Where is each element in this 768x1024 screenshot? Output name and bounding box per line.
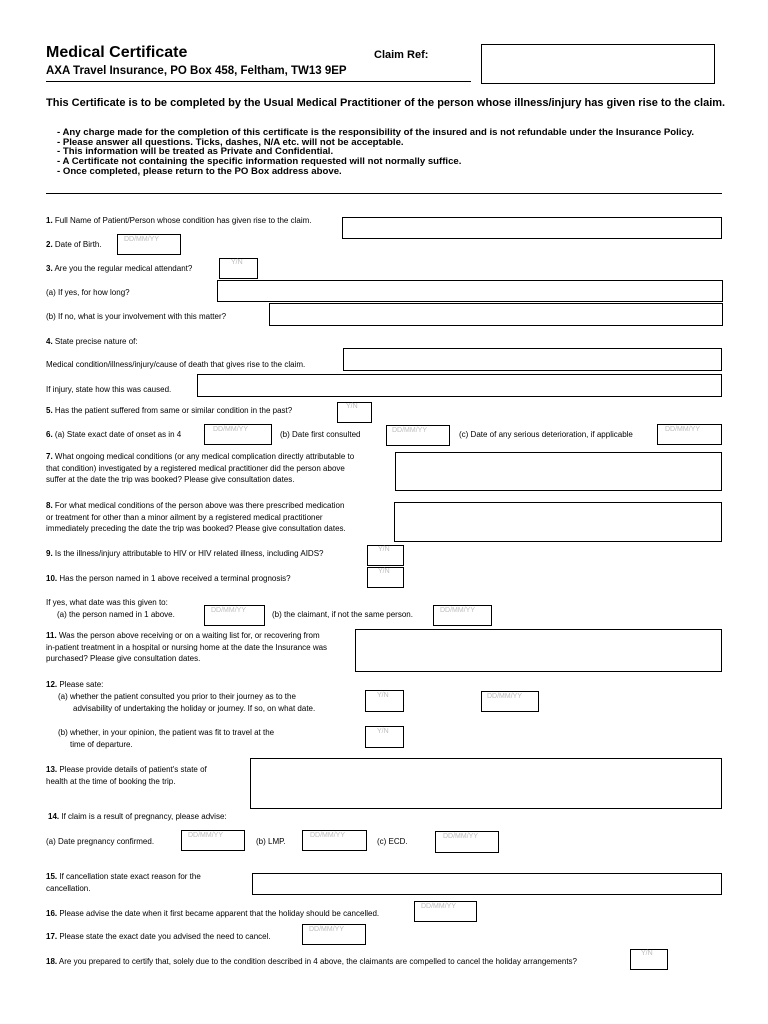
date-placeholder: DD/MM/YY (392, 427, 427, 434)
date-placeholder: DD/MM/YY (487, 693, 522, 700)
date-placeholder: DD/MM/YY (309, 926, 344, 933)
yesno-placeholder: Y/N (378, 546, 390, 553)
question-5: 5. Has the patient suffered from same or similar condition in the past? (46, 406, 293, 415)
yesno-placeholder: Y/N (641, 950, 653, 957)
injury-cause-field[interactable] (197, 374, 722, 397)
question-13: 13. Please provide details of patient's state of health at the time of booking the trip. (46, 765, 207, 786)
attendance-duration-field[interactable] (217, 280, 723, 302)
yesno-placeholder: Y/N (231, 259, 243, 266)
section-divider (46, 193, 722, 194)
insurer-address: AXA Travel Insurance, PO Box 458, Feltham, TW13 9EP (46, 65, 347, 77)
question-12b: (b) whether, in your opinion, the patient was fit to travel at the time of departure. (58, 728, 275, 749)
date-placeholder: DD/MM/YY (440, 607, 475, 614)
question-14c: (c) ECD. (377, 837, 408, 846)
header-divider (46, 81, 471, 82)
question-18: 18. Are you prepared to certify that, solely due to the condition described in 4 above, the claimants are compelled to cancel the holiday arrangements? (46, 957, 577, 966)
question-14b: (b) LMP. (256, 837, 286, 846)
question-10b: (b) the claimant, if not the same person. (272, 610, 413, 619)
question-6c: (c) Date of any serious deterioration, if applicable (459, 430, 633, 439)
question-4: 4. State precise nature of: (46, 337, 138, 346)
question-4-injury: If injury, state how this was caused. (46, 385, 172, 394)
question-12: 12. Please sate: (46, 680, 104, 689)
date-placeholder: DD/MM/YY (421, 903, 456, 910)
question-11: 11. Was the person above receiving or on a waiting list for, or recovering from in-patient treatment in a hospital or nursing home at the date the Insurance was purchased? Please give consultation dates. (46, 631, 328, 663)
question-17: 17. Please state the exact date you advised the need to cancel. (46, 932, 271, 941)
claim-ref-field[interactable] (481, 44, 715, 84)
yesno-placeholder: Y/N (377, 728, 389, 735)
question-12a: (a) whether the patient consulted you prior to their journey as to the advisability of undertaking the holiday or journey. If so, on what date. (58, 692, 316, 713)
question-14a: (a) Date pregnancy confirmed. (46, 837, 155, 846)
question-14: 14. If claim is a result of pregnancy, please advise: (48, 812, 227, 821)
page-title: Medical Certificate (46, 44, 188, 61)
question-6b: (b) Date first consulted (280, 430, 361, 439)
question-1: 1. Full Name of Patient/Person whose condition has given rise to the claim. (46, 216, 312, 225)
question-3a: (a) If yes, for how long? (46, 288, 130, 297)
question-8: 8. For what medical conditions of the person above was there prescribed medication or treatment for other than a minor ailment by a registered medical practitioner immediately preceding the date the trip was booked? Please give consultation dates. (46, 501, 346, 533)
note-item: - A Certificate not containing the specific information requested will not normally suffice. (57, 156, 462, 168)
notes-list (57, 128, 694, 177)
note-item: - Please answer all questions. Ticks, dashes, N/A etc. will not be acceptable. (57, 136, 404, 148)
question-2: 2. Date of Birth. (46, 240, 102, 249)
yesno-placeholder: Y/N (378, 568, 390, 575)
patient-name-field[interactable] (342, 217, 722, 239)
date-placeholder: DD/MM/YY (213, 426, 248, 433)
claim-ref-label: Claim Ref: (374, 49, 429, 61)
date-placeholder: DD/MM/YY (665, 426, 700, 433)
date-placeholder: DD/MM/YY (211, 607, 246, 614)
note-item: - This information will be treated as Private and Confidential. (57, 146, 334, 158)
question-9: 9. Is the illness/injury attributable to HIV or HIV related illness, including AIDS? (46, 549, 324, 558)
question-6a: 6. (a) State exact date of onset as in 4 (46, 430, 182, 439)
intro-text: This Certificate is to be completed by the Usual Medical Practitioner of the person whose illness/injury has given rise to the claim. (46, 97, 726, 109)
question-10-followup: If yes, what date was this given to: (46, 598, 168, 607)
yesno-placeholder: Y/N (377, 692, 389, 699)
cancellation-reason-field[interactable] (252, 873, 722, 895)
question-10a: (a) the person named in 1 above. (57, 610, 175, 619)
question-3b: (b) If no, what is your involvement with this matter? (46, 312, 227, 321)
question-10: 10. Has the person named in 1 above received a terminal prognosis? (46, 574, 291, 583)
involvement-field[interactable] (269, 303, 723, 326)
note-item: - Once completed, please return to the PO Box address above. (57, 165, 342, 177)
question-4-condition: Medical condition/illness/injury/cause of death that gives rise to the claim. (46, 360, 306, 369)
question-7: 7. What ongoing medical conditions (or any medical complication directly attributable to that condition) investigated by a registered medical practitioner did the person above suffer at the date the trip was booked? Please give consultation dates. (46, 452, 355, 484)
date-placeholder: DD/MM/YY (443, 833, 478, 840)
question-15: 15. If cancellation state exact reason for the cancellation. (46, 872, 201, 893)
note-item: - Any charge made for the completion of this certificate is the responsibility of the insured and is not refundable under the Insurance Policy. (57, 127, 695, 138)
date-placeholder: DD/MM/YY (124, 236, 159, 243)
inpatient-treatment-field[interactable] (355, 629, 722, 672)
date-placeholder: DD/MM/YY (188, 832, 223, 839)
health-details-field[interactable] (250, 758, 722, 809)
question-3: 3. Are you the regular medical attendant? (46, 264, 193, 273)
ongoing-conditions-field[interactable] (395, 452, 722, 491)
medical-condition-field[interactable] (343, 348, 722, 371)
yesno-placeholder: Y/N (346, 403, 358, 410)
date-placeholder: DD/MM/YY (310, 832, 345, 839)
question-16: 16. Please advise the date when it first became apparent that the holiday should be cancelled. (46, 909, 380, 918)
prescribed-medication-field[interactable] (394, 502, 722, 542)
